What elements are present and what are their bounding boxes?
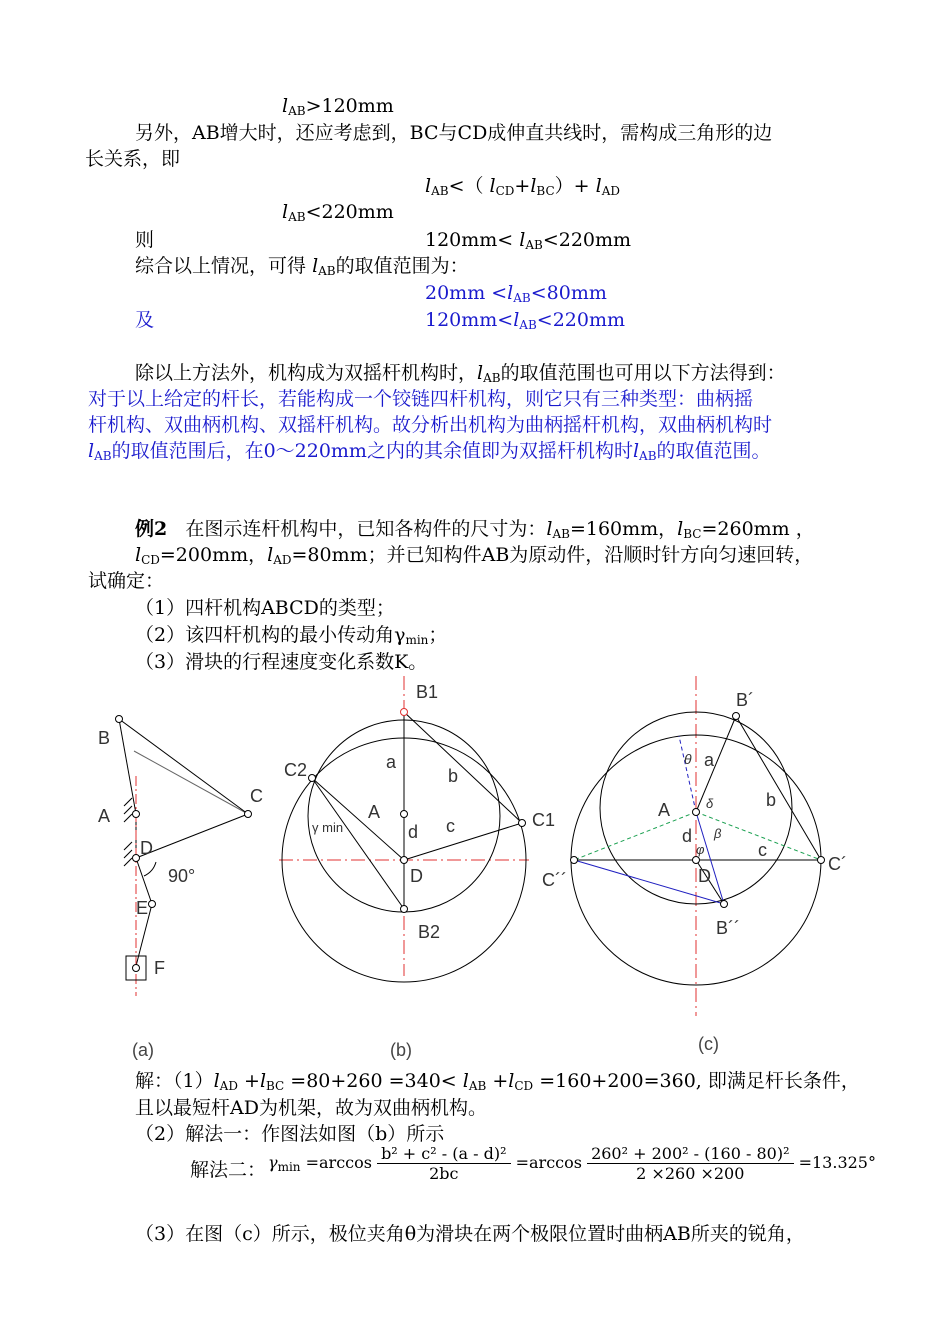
- fig-b-label-c: c: [446, 816, 455, 836]
- fig-c-label-a: a: [704, 750, 715, 770]
- fig-c-label-beta: β: [714, 826, 722, 841]
- question-1: （1）四杆机构ABCD的类型；: [135, 597, 395, 619]
- paragraph-line: 杆机构、双曲柄机构、双摇杆机构。故分析出机构为曲柄摇杆机构，双曲柄机构时: [88, 414, 773, 436]
- range-line-1: $20mm <l_{AB}<80mm$: [425, 282, 607, 305]
- then-label: 则: [135, 229, 155, 251]
- caption-c: (c): [698, 1034, 719, 1054]
- fig-a-label-B: B: [98, 728, 111, 748]
- paragraph-line: 另外，AB增大时，还应考虑到，BC与CD成伸直共线时，需构成三角形的边: [135, 122, 773, 144]
- paragraph-line: 长关系，即: [85, 148, 181, 170]
- fig-a-label-90deg: 90°: [168, 866, 196, 886]
- fig-b-label-A: A: [368, 802, 381, 822]
- paragraph-line: $l_{AB}$的取值范围后，在0～220mm之内的其余值即为双摇杆机构时$l_{AB}$的取值范围。: [88, 440, 771, 463]
- solution-line: 解：$(1)l_{AD} +l_{BC} =80+260 =340< l_{AB} +l_{CD} =160+200=360$, 即满足杆长条件，: [135, 1070, 860, 1093]
- fig-c-label-C-prime: C´: [828, 854, 847, 874]
- caption-b: (b): [390, 1040, 412, 1060]
- range-line-2: $120mm<l_{AB}<220mm$: [425, 309, 625, 332]
- fig-b-label-d: d: [408, 822, 419, 842]
- fig-c-label-B-prime: B´: [736, 690, 754, 710]
- solution-line: （3）在图（c）所示，极位夹角θ为滑块在两个极限位置时曲柄AB所夹的锐角，: [135, 1223, 805, 1245]
- fig-c-label-B-double-prime: B´´: [716, 918, 740, 938]
- fig-b-label-a: a: [386, 752, 397, 772]
- fig-a-label-A: A: [98, 806, 111, 826]
- fig-a-label-C: C: [250, 786, 263, 806]
- fig-b-label-C2: C2: [284, 760, 308, 780]
- paragraph-line: $l_{CD}=200mm$，$l_{AD}=80mm$；并已知构件AB为原动件，沿顺时针方向匀速回转，: [135, 544, 814, 567]
- fig-b-label-C1: C1: [532, 810, 556, 830]
- fig-b-label-B2: B2: [418, 922, 441, 942]
- fig-b-label-gamma-min: γ min: [312, 820, 344, 835]
- caption-a: (a): [132, 1040, 154, 1060]
- solution-line: （2）解法一：作图法如图（b）所示: [135, 1123, 445, 1145]
- fig-a-label-D: D: [140, 838, 153, 858]
- inequality-line: $120mm< l_{AB}<220mm$: [425, 229, 632, 252]
- fig-c-label-C-double-prime: C´´: [542, 870, 567, 890]
- and-label: 及: [135, 309, 155, 331]
- paragraph-line: 除以上方法外，机构成为双摇杆机构时，$l_{AB}$的取值范围也可用以下方法得到：: [135, 362, 786, 385]
- gamma-formula: $\gamma_{min} =\arccos$ $\frac{\text{b² + c² - (a - d)²}}{2bc}$ =arccos $\frac{\text{260² + 200² - (160 - 80)²}}{2 \times 260 \times 200}$ =13.325°: [268, 1144, 876, 1183]
- fig-c-label-A: A: [658, 800, 671, 820]
- mechanism-figure: [84, 676, 864, 1066]
- summary-line: 综合以上情况，可得 $l_{AB}$的取值范围为：: [135, 255, 469, 278]
- inequality-line: $l_{AB}<220mm$: [282, 201, 394, 224]
- fig-b-label-b: b: [448, 766, 459, 786]
- fig-c-label-b: b: [766, 790, 777, 810]
- question-2: （2）该四杆机构的最小传动角$\gamma_{min}$；: [135, 624, 448, 647]
- solution-method-2-label: 解法二：: [190, 1159, 267, 1181]
- example-heading: 例2 在图示连杆机构中，已知各构件的尺寸为：$l_{AB}=160mm$，$l_{BC}=260mm$ ，: [135, 518, 815, 541]
- question-3: （3）滑块的行程速度变化系数K。: [135, 651, 428, 673]
- fig-b-label-D: D: [410, 866, 423, 886]
- fig-c-label-phi: φ: [696, 842, 705, 857]
- inequality-line: $l_{AB}<$（ $l_{CD}+l_{BC})+ l_{AD}$: [425, 175, 620, 198]
- fig-c-label-D: D: [698, 866, 711, 886]
- fig-c-label-c: c: [758, 840, 767, 860]
- paragraph-line: 试确定：: [88, 570, 165, 592]
- fig-a-label-E: E: [136, 898, 149, 918]
- solution-line: 且以最短杆AD为机架，故为双曲柄机构。: [135, 1097, 487, 1119]
- fig-b-label-B1: B1: [416, 682, 439, 702]
- paragraph-line: 对于以上给定的杆长，若能构成一个铰链四杆机构，则它只有三种类型：曲柄摇: [88, 388, 754, 410]
- fig-a-label-F: F: [154, 958, 165, 978]
- fig-c-label-d: d: [682, 826, 693, 846]
- fig-c-label-delta: δ: [706, 796, 714, 811]
- line-lab-gt: $l_{AB}>120mm$: [282, 95, 394, 118]
- fig-c-label-theta: θ: [684, 751, 692, 767]
